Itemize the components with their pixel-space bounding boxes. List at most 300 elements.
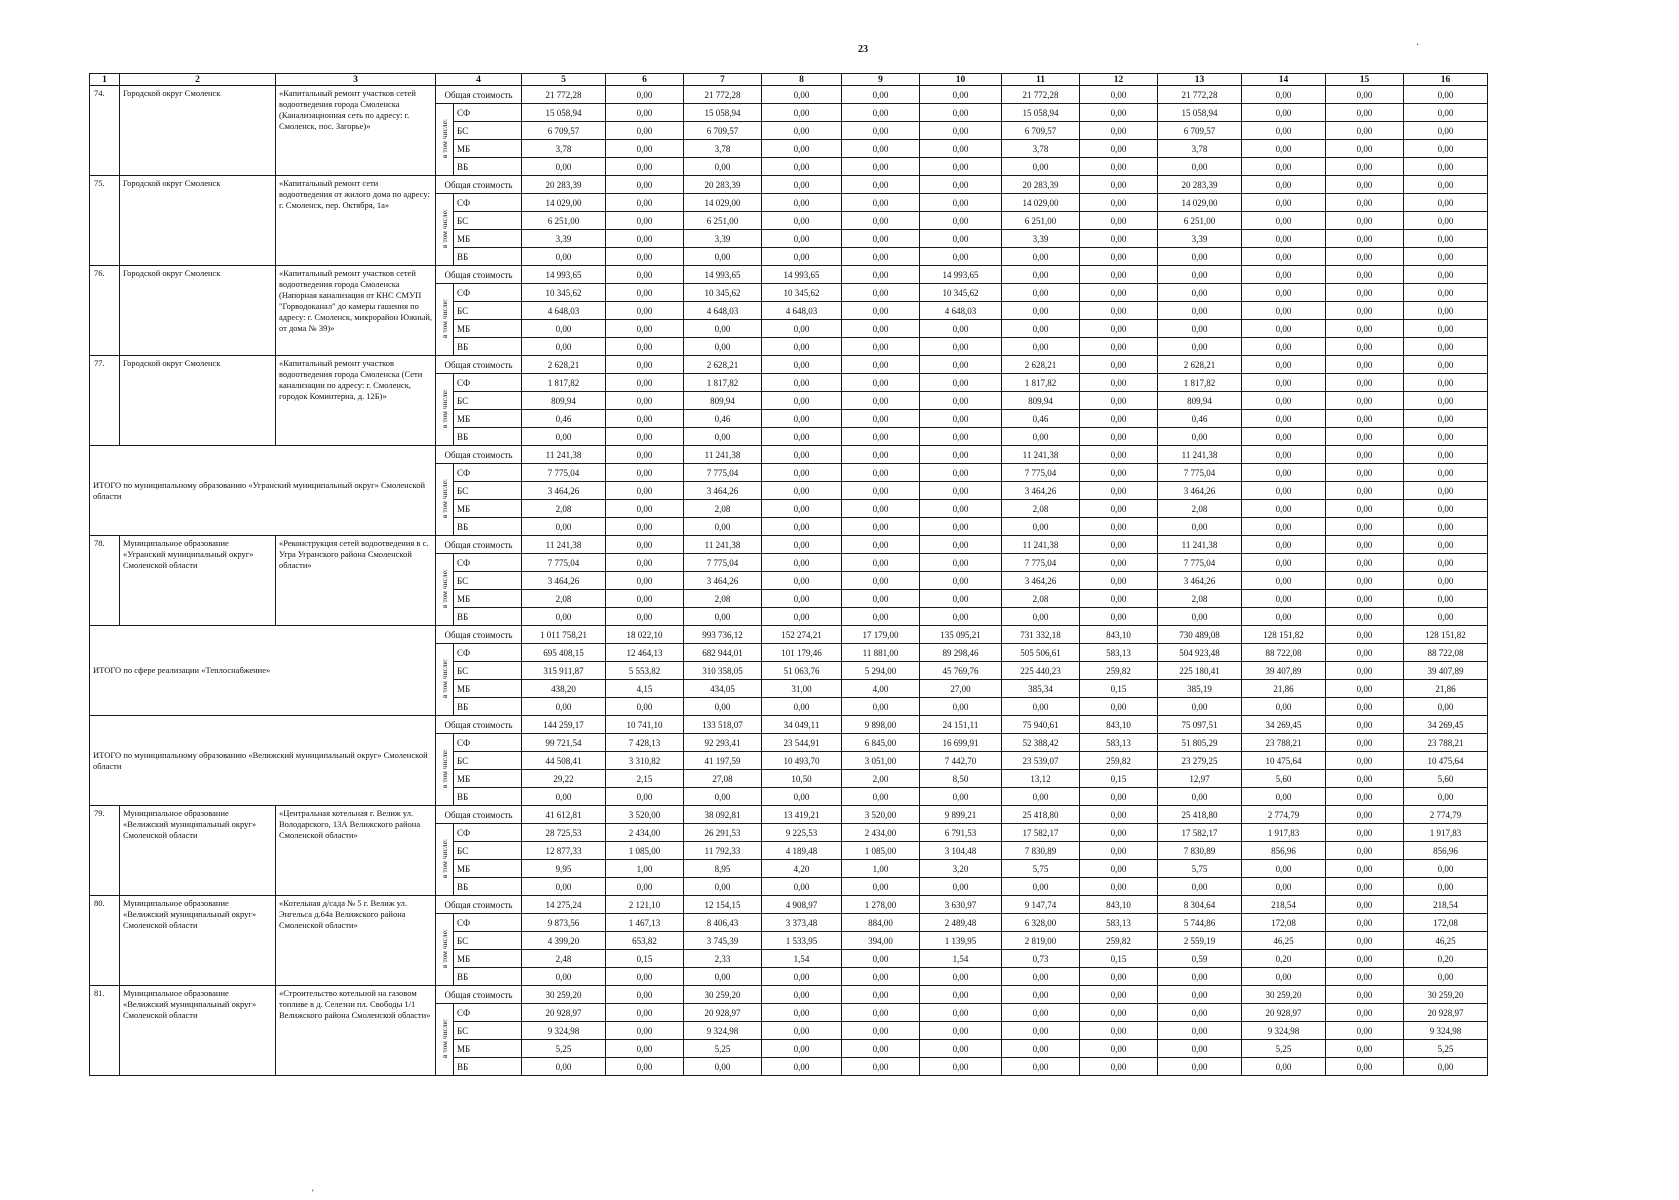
value-cell: 0,00: [1242, 590, 1326, 608]
value-cell: 0,00: [1242, 266, 1326, 284]
value-cell: 128 151,82: [1404, 626, 1488, 644]
funding-source-label: СФ: [454, 374, 522, 392]
header-cell: 7: [684, 74, 762, 86]
value-cell: 0,00: [684, 320, 762, 338]
item-municipality: Муниципальное образование «Угранский муниципальный округ» Смоленской области: [120, 536, 276, 626]
value-cell: 10 345,62: [522, 284, 606, 302]
value-cell: 4,00: [842, 680, 920, 698]
item-municipality: Муниципальное образование «Велижский муниципальный округ» Смоленской области: [120, 896, 276, 986]
value-cell: 0,00: [762, 104, 842, 122]
value-cell: 52 388,42: [1002, 734, 1080, 752]
value-cell: 1 533,95: [762, 932, 842, 950]
value-cell: 3,78: [1158, 140, 1242, 158]
value-cell: 4 189,48: [762, 842, 842, 860]
value-cell: 0,00: [842, 1022, 920, 1040]
including-label-text: в том числе:: [439, 1018, 449, 1059]
value-cell: 0,00: [606, 140, 684, 158]
funding-source-label: СФ: [454, 824, 522, 842]
value-cell: 0,00: [1002, 284, 1080, 302]
value-cell: 0,00: [1242, 176, 1326, 194]
header-cell: 15: [1326, 74, 1404, 86]
value-cell: 0,00: [1404, 608, 1488, 626]
value-cell: 0,00: [606, 1004, 684, 1022]
funding-source-label: МБ: [454, 230, 522, 248]
value-cell: 46,25: [1404, 932, 1488, 950]
value-cell: 6 709,57: [684, 122, 762, 140]
value-cell: 0,00: [1242, 230, 1326, 248]
value-cell: 0,00: [1158, 698, 1242, 716]
value-cell: 1,00: [842, 860, 920, 878]
value-cell: 0,00: [1080, 1058, 1158, 1076]
value-cell: 0,00: [920, 176, 1002, 194]
value-cell: 0,00: [762, 590, 842, 608]
funding-source-label: МБ: [454, 680, 522, 698]
value-cell: 0,00: [1326, 698, 1404, 716]
header-cell: 14: [1242, 74, 1326, 86]
value-cell: 6 251,00: [1158, 212, 1242, 230]
value-cell: 0,00: [1080, 986, 1158, 1004]
value-cell: 17 582,17: [1158, 824, 1242, 842]
value-cell: 2,33: [684, 950, 762, 968]
value-cell: 0,00: [684, 1058, 762, 1076]
value-cell: 30 259,20: [1404, 986, 1488, 1004]
funding-source-label: БС: [454, 752, 522, 770]
value-cell: 89 298,46: [920, 644, 1002, 662]
value-cell: 259,82: [1080, 752, 1158, 770]
value-cell: 6 791,53: [920, 824, 1002, 842]
value-cell: 0,00: [1080, 698, 1158, 716]
value-cell: 0,00: [1158, 338, 1242, 356]
value-cell: 0,00: [1242, 104, 1326, 122]
value-cell: 3 464,26: [522, 482, 606, 500]
value-cell: 0,00: [842, 464, 920, 482]
header-cell: 10: [920, 74, 1002, 86]
value-cell: 0,00: [1080, 356, 1158, 374]
value-cell: 0,00: [1080, 824, 1158, 842]
value-cell: 0,00: [1080, 788, 1158, 806]
value-cell: 0,00: [920, 158, 1002, 176]
total-block-row: [90, 446, 1488, 464]
value-cell: 0,00: [1326, 104, 1404, 122]
value-cell: 9 899,21: [920, 806, 1002, 824]
value-cell: 0,00: [762, 356, 842, 374]
value-cell: 0,00: [1002, 698, 1080, 716]
funding-source-label: СФ: [454, 554, 522, 572]
total-label: ИТОГО по муниципальному образованию «Угранский муниципальный округ» Смоленской области: [90, 446, 436, 536]
value-cell: 0,00: [522, 698, 606, 716]
value-cell: 0,00: [522, 788, 606, 806]
value-cell: 653,82: [606, 932, 684, 950]
value-cell: 0,00: [1404, 176, 1488, 194]
value-cell: 0,00: [762, 1004, 842, 1022]
value-cell: 0,00: [1404, 572, 1488, 590]
value-cell: 15 058,94: [684, 104, 762, 122]
value-cell: 0,00: [606, 248, 684, 266]
value-cell: 0,00: [1404, 446, 1488, 464]
value-cell: 394,00: [842, 932, 920, 950]
value-cell: 0,00: [1326, 968, 1404, 986]
value-cell: 0,00: [1242, 446, 1326, 464]
value-cell: 3 464,26: [522, 572, 606, 590]
funding-source-label: ВБ: [454, 1058, 522, 1076]
total-cost-label: Общая стоимость: [436, 716, 522, 734]
value-cell: 6 251,00: [1002, 212, 1080, 230]
value-cell: 0,00: [1326, 932, 1404, 950]
funding-source-label: БС: [454, 842, 522, 860]
value-cell: 0,20: [1242, 950, 1326, 968]
value-cell: 2 489,48: [920, 914, 1002, 932]
value-cell: 7 775,04: [1158, 554, 1242, 572]
value-cell: 20 928,97: [1242, 1004, 1326, 1022]
value-cell: 0,00: [1326, 86, 1404, 104]
value-cell: 0,00: [1326, 356, 1404, 374]
including-label: [436, 1004, 454, 1076]
value-cell: 172,08: [1242, 914, 1326, 932]
value-cell: 0,00: [1080, 248, 1158, 266]
value-cell: 0,00: [1326, 950, 1404, 968]
value-cell: 2 774,79: [1242, 806, 1326, 824]
value-cell: 0,00: [1326, 734, 1404, 752]
value-cell: 75 940,61: [1002, 716, 1080, 734]
value-cell: 856,96: [1404, 842, 1488, 860]
value-cell: 0,00: [1242, 788, 1326, 806]
value-cell: 0,00: [762, 968, 842, 986]
value-cell: 2,08: [684, 590, 762, 608]
value-cell: 0,00: [1326, 374, 1404, 392]
value-cell: 0,00: [920, 878, 1002, 896]
value-cell: 88 722,08: [1242, 644, 1326, 662]
value-cell: 0,00: [1404, 320, 1488, 338]
value-cell: 14 275,24: [522, 896, 606, 914]
value-cell: 3,39: [1002, 230, 1080, 248]
value-cell: 0,15: [1080, 950, 1158, 968]
value-cell: 0,00: [842, 1004, 920, 1022]
value-cell: 18 022,10: [606, 626, 684, 644]
value-cell: 0,00: [920, 410, 1002, 428]
value-cell: 0,00: [684, 428, 762, 446]
value-cell: 10 345,62: [920, 284, 1002, 302]
value-cell: 0,00: [606, 482, 684, 500]
including-label-text: в том числе:: [439, 658, 449, 699]
value-cell: 0,00: [1326, 140, 1404, 158]
funding-source-label: СФ: [454, 644, 522, 662]
value-cell: 0,00: [1080, 482, 1158, 500]
value-cell: 0,00: [1242, 518, 1326, 536]
value-cell: 218,54: [1242, 896, 1326, 914]
value-cell: 172,08: [1404, 914, 1488, 932]
value-cell: 385,34: [1002, 680, 1080, 698]
value-cell: 0,00: [1326, 482, 1404, 500]
value-cell: 2 819,00: [1002, 932, 1080, 950]
value-cell: 0,00: [1404, 536, 1488, 554]
value-cell: 0,00: [522, 608, 606, 626]
value-cell: 0,00: [522, 248, 606, 266]
value-cell: 7 775,04: [684, 554, 762, 572]
value-cell: 3 630,97: [920, 896, 1002, 914]
value-cell: 51 063,76: [762, 662, 842, 680]
value-cell: 0,00: [1002, 158, 1080, 176]
value-cell: 0,00: [920, 320, 1002, 338]
value-cell: 0,20: [1404, 950, 1488, 968]
value-cell: 0,00: [1326, 1022, 1404, 1040]
funding-source-label: ВБ: [454, 248, 522, 266]
value-cell: 6 845,00: [842, 734, 920, 752]
value-cell: 2 628,21: [1158, 356, 1242, 374]
value-cell: 30 259,20: [684, 986, 762, 1004]
value-cell: 0,00: [1002, 968, 1080, 986]
value-cell: 0,00: [1326, 716, 1404, 734]
value-cell: 0,00: [1002, 266, 1080, 284]
value-cell: 310 358,05: [684, 662, 762, 680]
value-cell: 23 279,25: [1158, 752, 1242, 770]
value-cell: 21 772,28: [1002, 86, 1080, 104]
total-cost-label: Общая стоимость: [436, 626, 522, 644]
value-cell: 0,00: [1404, 158, 1488, 176]
value-cell: 2 559,19: [1158, 932, 1242, 950]
value-cell: 0,59: [1158, 950, 1242, 968]
value-cell: 2,08: [1158, 500, 1242, 518]
value-cell: 809,94: [1002, 392, 1080, 410]
value-cell: 0,00: [1242, 356, 1326, 374]
value-cell: 0,00: [1326, 860, 1404, 878]
value-cell: 8 406,43: [684, 914, 762, 932]
value-cell: 0,00: [1080, 212, 1158, 230]
value-cell: 0,00: [606, 572, 684, 590]
value-cell: 1 817,82: [522, 374, 606, 392]
value-cell: 0,00: [1404, 590, 1488, 608]
value-cell: 44 508,41: [522, 752, 606, 770]
value-cell: 1 011 758,21: [522, 626, 606, 644]
value-cell: 2,08: [684, 500, 762, 518]
value-cell: 0,00: [1002, 248, 1080, 266]
value-cell: 0,00: [1404, 104, 1488, 122]
value-cell: 583,13: [1080, 914, 1158, 932]
value-cell: 0,00: [1242, 248, 1326, 266]
including-label: [436, 284, 454, 356]
value-cell: 30 259,20: [522, 986, 606, 1004]
value-cell: 0,00: [1002, 608, 1080, 626]
header-cell: 3: [276, 74, 436, 86]
funding-source-label: БС: [454, 122, 522, 140]
value-cell: 0,00: [842, 104, 920, 122]
value-cell: 0,00: [762, 518, 842, 536]
header-cell: 2: [120, 74, 276, 86]
value-cell: 26 291,53: [684, 824, 762, 842]
value-cell: 0,00: [1326, 446, 1404, 464]
value-cell: 0,00: [1080, 536, 1158, 554]
value-cell: 2,00: [842, 770, 920, 788]
value-cell: 0,00: [762, 374, 842, 392]
value-cell: 0,00: [1242, 500, 1326, 518]
value-cell: 809,94: [1158, 392, 1242, 410]
value-cell: 0,00: [1080, 860, 1158, 878]
funding-source-label: БС: [454, 212, 522, 230]
value-cell: 583,13: [1080, 734, 1158, 752]
value-cell: 21 772,28: [522, 86, 606, 104]
value-cell: 41 197,59: [684, 752, 762, 770]
value-cell: 0,00: [1080, 446, 1158, 464]
including-label-text: в том числе:: [439, 388, 449, 429]
value-cell: 0,00: [606, 500, 684, 518]
value-cell: 3,78: [1002, 140, 1080, 158]
value-cell: 0,00: [1080, 968, 1158, 986]
value-cell: 0,00: [1002, 986, 1080, 1004]
value-cell: 843,10: [1080, 626, 1158, 644]
value-cell: 0,00: [842, 1040, 920, 1058]
value-cell: 0,00: [1158, 968, 1242, 986]
value-cell: 0,00: [920, 788, 1002, 806]
value-cell: 0,00: [1080, 590, 1158, 608]
including-label: [436, 464, 454, 536]
value-cell: 0,00: [606, 968, 684, 986]
value-cell: 0,00: [606, 986, 684, 1004]
value-cell: 101 179,46: [762, 644, 842, 662]
value-cell: 0,00: [762, 554, 842, 572]
value-cell: 0,00: [920, 356, 1002, 374]
value-cell: 0,00: [684, 518, 762, 536]
value-cell: 20 928,97: [1404, 1004, 1488, 1022]
value-cell: 6 709,57: [522, 122, 606, 140]
value-cell: 11 241,38: [522, 536, 606, 554]
value-cell: 0,00: [1404, 788, 1488, 806]
value-cell: 0,00: [1326, 1004, 1404, 1022]
item-number: 77.: [90, 356, 120, 446]
value-cell: 2,08: [522, 500, 606, 518]
total-cost-label: Общая стоимость: [436, 356, 522, 374]
value-cell: 583,13: [1080, 644, 1158, 662]
value-cell: 0,00: [1242, 392, 1326, 410]
including-label-text: в том числе:: [439, 928, 449, 969]
value-cell: 315 911,87: [522, 662, 606, 680]
value-cell: 695 408,15: [522, 644, 606, 662]
value-cell: 0,00: [1404, 968, 1488, 986]
item-block-row: [90, 536, 1488, 554]
value-cell: 0,00: [1080, 554, 1158, 572]
value-cell: 0,00: [606, 698, 684, 716]
value-cell: 0,00: [1326, 788, 1404, 806]
value-cell: 0,00: [1404, 410, 1488, 428]
value-cell: 0,00: [1326, 878, 1404, 896]
value-cell: 0,00: [1080, 320, 1158, 338]
item-description: «Капитальный ремонт участков сетей водоотведения города Смоленска (Напорная канализация от КНС СМУП "Горводоканал" до камеры гашения по адресу: г. Смоленск, микрорайон Южный, от дома № 39)»: [276, 266, 436, 356]
value-cell: 0,00: [1326, 536, 1404, 554]
value-cell: 0,00: [606, 158, 684, 176]
value-cell: 0,00: [606, 536, 684, 554]
value-cell: 0,00: [1080, 374, 1158, 392]
value-cell: 0,00: [522, 1058, 606, 1076]
value-cell: 993 736,12: [684, 626, 762, 644]
value-cell: 0,00: [762, 122, 842, 140]
funding-source-label: ВБ: [454, 788, 522, 806]
value-cell: 135 095,21: [920, 626, 1002, 644]
value-cell: 5,75: [1002, 860, 1080, 878]
including-label: [436, 374, 454, 446]
funding-source-label: БС: [454, 302, 522, 320]
value-cell: 46,25: [1242, 932, 1326, 950]
value-cell: 39 407,89: [1242, 662, 1326, 680]
header-cell: 11: [1002, 74, 1080, 86]
header-cell: 8: [762, 74, 842, 86]
value-cell: 0,00: [762, 212, 842, 230]
value-cell: 0,00: [1404, 1058, 1488, 1076]
value-cell: 809,94: [684, 392, 762, 410]
value-cell: 0,00: [1326, 554, 1404, 572]
value-cell: 0,00: [762, 1022, 842, 1040]
value-cell: 0,00: [920, 104, 1002, 122]
header-cell: 1: [90, 74, 120, 86]
funding-source-label: ВБ: [454, 608, 522, 626]
total-cost-label: Общая стоимость: [436, 896, 522, 914]
value-cell: 7 775,04: [1002, 554, 1080, 572]
value-cell: 0,00: [1326, 1040, 1404, 1058]
value-cell: 7 775,04: [684, 464, 762, 482]
value-cell: 3 464,26: [1158, 572, 1242, 590]
value-cell: 4 648,03: [762, 302, 842, 320]
value-cell: 1 917,83: [1242, 824, 1326, 842]
value-cell: 5 294,00: [842, 662, 920, 680]
value-cell: 0,00: [1002, 518, 1080, 536]
value-cell: 2,08: [1002, 500, 1080, 518]
value-cell: 3,20: [920, 860, 1002, 878]
value-cell: 0,00: [1404, 374, 1488, 392]
value-cell: 11 241,38: [1002, 536, 1080, 554]
value-cell: 0,46: [522, 410, 606, 428]
value-cell: 0,00: [1080, 518, 1158, 536]
value-cell: 0,00: [606, 194, 684, 212]
value-cell: 2,08: [522, 590, 606, 608]
value-cell: 6 251,00: [522, 212, 606, 230]
value-cell: 0,00: [920, 86, 1002, 104]
value-cell: 7 775,04: [522, 554, 606, 572]
value-cell: 0,00: [1326, 896, 1404, 914]
value-cell: 11 241,38: [1158, 446, 1242, 464]
value-cell: 0,00: [842, 302, 920, 320]
value-cell: 0,00: [762, 446, 842, 464]
value-cell: 0,00: [842, 968, 920, 986]
value-cell: 1 085,00: [842, 842, 920, 860]
value-cell: 0,00: [1002, 1058, 1080, 1076]
value-cell: 0,00: [1080, 338, 1158, 356]
value-cell: 0,00: [1158, 284, 1242, 302]
value-cell: 856,96: [1242, 842, 1326, 860]
value-cell: 0,00: [762, 464, 842, 482]
value-cell: 4 908,97: [762, 896, 842, 914]
value-cell: 29,22: [522, 770, 606, 788]
including-label-text: в том числе:: [439, 568, 449, 609]
value-cell: 0,00: [842, 392, 920, 410]
value-cell: 14 993,65: [522, 266, 606, 284]
value-cell: 9 147,74: [1002, 896, 1080, 914]
value-cell: 0,00: [606, 1058, 684, 1076]
item-block-row: [90, 86, 1488, 104]
value-cell: 28 725,53: [522, 824, 606, 842]
value-cell: 1 467,13: [606, 914, 684, 932]
value-cell: 0,00: [920, 248, 1002, 266]
value-cell: 0,00: [842, 536, 920, 554]
value-cell: 0,00: [842, 122, 920, 140]
value-cell: 24 151,11: [920, 716, 1002, 734]
value-cell: 1 817,82: [1158, 374, 1242, 392]
value-cell: 0,00: [1080, 878, 1158, 896]
value-cell: 0,00: [1158, 1004, 1242, 1022]
value-cell: 0,00: [1404, 338, 1488, 356]
funding-source-label: СФ: [454, 464, 522, 482]
value-cell: 12 877,33: [522, 842, 606, 860]
value-cell: 0,00: [1326, 230, 1404, 248]
value-cell: 0,00: [842, 230, 920, 248]
value-cell: 0,00: [920, 536, 1002, 554]
value-cell: 2,15: [606, 770, 684, 788]
